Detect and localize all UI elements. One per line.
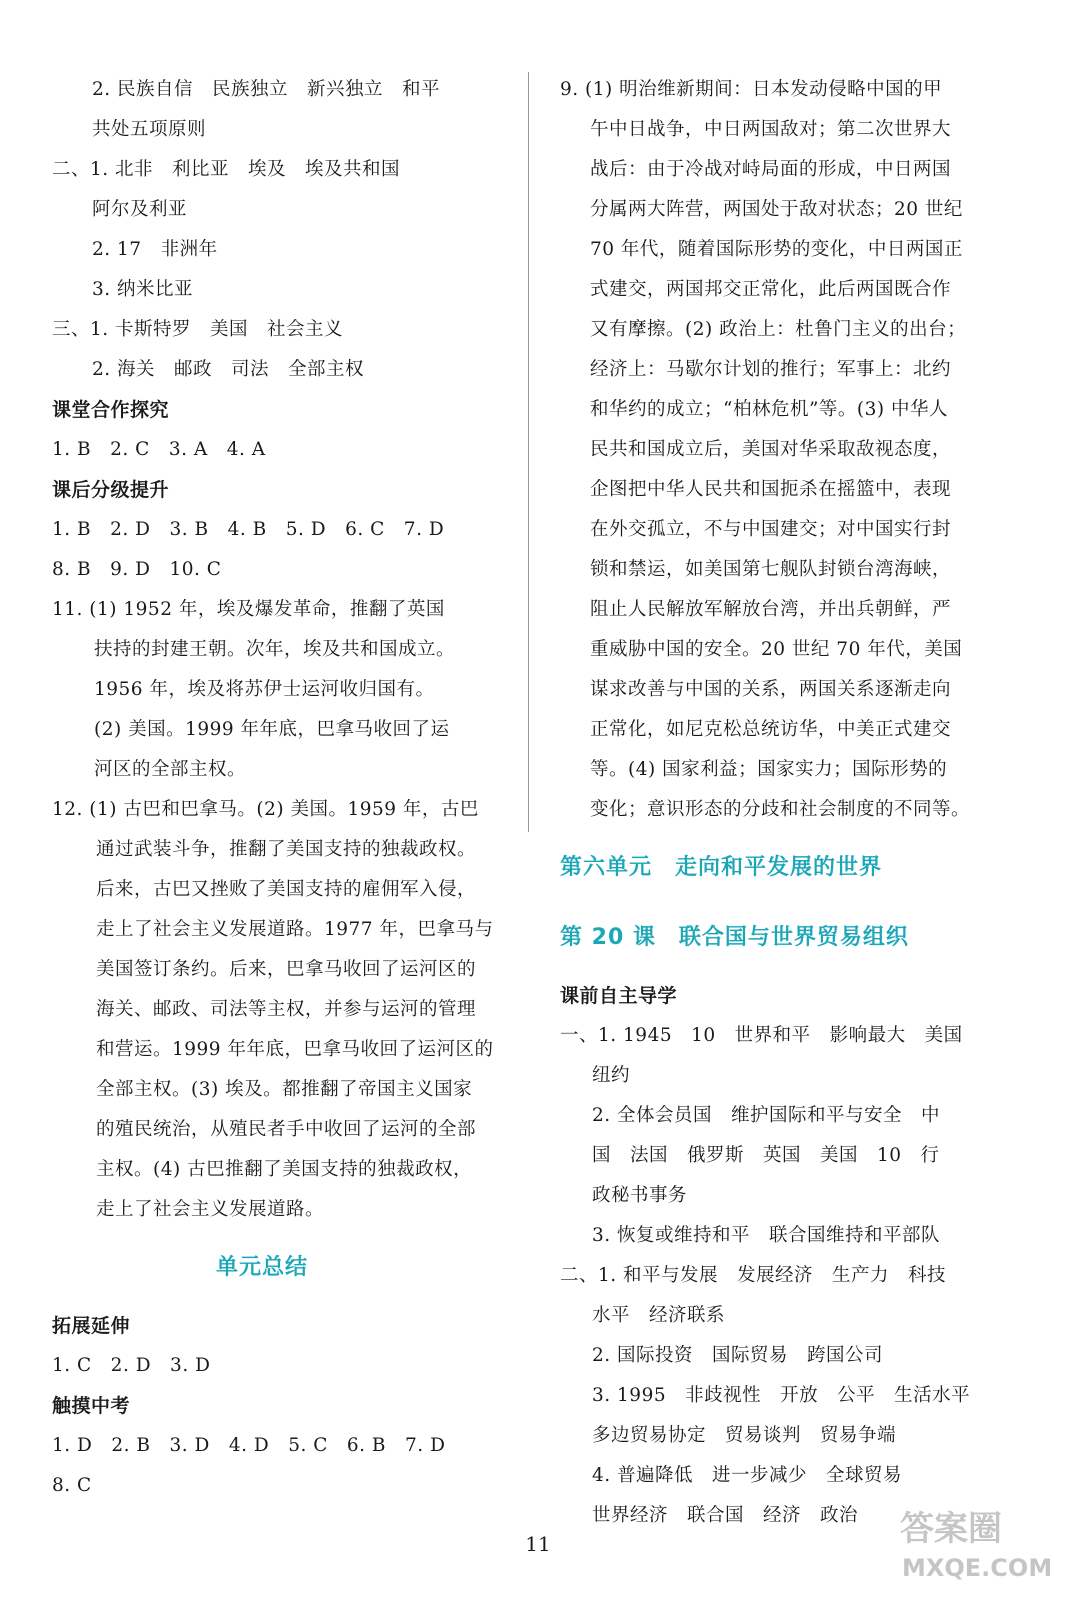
section-title: 第 20 课 联合国与世界贸易组织 <box>560 925 909 950</box>
right-text-line: 锁和禁运，如美国第七舰队封锁台湾海峡， <box>590 559 952 580</box>
left-text-line: 11. (1) 1952 年，埃及爆发革命，推翻了英国 <box>52 599 445 620</box>
left-text-line: 二、1. 北非 利比亚 埃及 埃及共和国 <box>52 159 401 180</box>
left-text-line: 2. 民族自信 民族独立 新兴独立 和平 <box>92 79 441 100</box>
right-text-line: 纽约 <box>592 1065 631 1086</box>
right-text-line: 一、1. 1945 10 世界和平 影响最大 美国 <box>560 1025 963 1046</box>
unit-summary-title: 单元总结 <box>215 1255 308 1280</box>
left-text-line: 扶持的封建王朝。次年，埃及共和国成立。 <box>94 639 456 660</box>
left-text-line: 阿尔及利亚 <box>92 199 188 220</box>
left-text-line: 1. B 2. D 3. B 4. B 5. D 6. C 7. D <box>52 519 445 540</box>
right-text-line: 国 法国 俄罗斯 英国 美国 10 行 <box>592 1145 940 1166</box>
section-heading: 触摸中考 <box>52 1395 131 1417</box>
spacer <box>52 1288 512 1306</box>
left-text-line: 1. B 2. C 3. A 4. A <box>52 439 266 460</box>
left-text-line: 8. C <box>52 1475 92 1496</box>
left-text-line: 河区的全部主权。 <box>94 759 247 780</box>
left-text-line: 的殖民统治，从殖民者手中收回了运河的全部 <box>96 1119 477 1140</box>
right-text-line: 谋求改善与中国的关系，两国关系逐渐走向 <box>590 679 952 700</box>
right-text-line: 正常化，如尼克松总统访华，中美正式建交 <box>590 719 952 740</box>
section-heading: 课前自主导学 <box>560 985 678 1007</box>
right-text-line: 二、1. 和平与发展 发展经济 生产力 科技 <box>560 1265 947 1286</box>
right-text-line: 9. (1) 明治维新期间：日本发动侵略中国的甲 <box>560 79 943 100</box>
left-text-line: 海关、邮政、司法等主权，并参与运河的管理 <box>96 999 477 1020</box>
column-divider <box>528 72 529 832</box>
left-text-line: 通过武装斗争，推翻了美国支持的独裁政权。 <box>96 839 477 860</box>
watermark-bottom-text: MXQE.COM <box>902 1554 1053 1582</box>
left-text-line: 三、1. 卡斯特罗 美国 社会主义 <box>52 319 344 340</box>
right-text-line: 民共和国成立后，美国对华采取敌视态度， <box>590 439 952 460</box>
right-text-line: 午中日战争，中日两国敌对；第二次世界大 <box>590 119 952 140</box>
watermark-top-text: 答案圈 <box>900 1509 1002 1549</box>
right-text-line: 水平 经济联系 <box>592 1305 726 1326</box>
left-text-line: 和营运。1999 年年底，巴拿马收回了运河区的 <box>96 1039 494 1060</box>
page-number: 11 <box>525 1532 551 1556</box>
right-text-line: 世界经济 联合国 经济 政治 <box>592 1505 859 1526</box>
right-text-line: 多边贸易协定 贸易谈判 贸易争端 <box>592 1425 897 1446</box>
right-text-line: 3. 1995 非歧视性 开放 公平 生活水平 <box>592 1385 971 1406</box>
right-text-line: 政秘书事务 <box>592 1185 688 1206</box>
left-text-line: 2. 海关 邮政 司法 全部主权 <box>92 359 365 380</box>
left-text-line: 主权。(4) 古巴推翻了美国支持的独裁政权， <box>96 1159 473 1180</box>
left-column <box>52 70 512 1506</box>
right-text-line: 战后：由于冷战对峙局面的形成，中日两国 <box>590 159 952 180</box>
section-title: 第六单元 走向和平发展的世界 <box>560 855 883 880</box>
left-text-line: 2. 17 非洲年 <box>92 239 218 260</box>
left-text-line: 走上了社会主义发展道路。 <box>96 1199 325 1220</box>
left-text-line: 1. D 2. B 3. D 4. D 5. C 6. B 7. D <box>52 1435 446 1456</box>
left-text-line: 1. C 2. D 3. D <box>52 1355 211 1376</box>
left-text-line: 共处五项原则 <box>92 119 207 140</box>
right-text-line: 4. 普遍降低 进一步减少 全球贸易 <box>592 1465 903 1486</box>
left-text-line: 3. 纳米比亚 <box>92 279 194 300</box>
spacer <box>560 888 1030 918</box>
right-text-line: 3. 恢复或维持和平 联合国维持和平部队 <box>592 1225 941 1246</box>
left-text-line: 全部主权。(3) 埃及。都推翻了帝国主义国家 <box>96 1079 473 1100</box>
right-text-line: 式建交，两国邦交正常化，此后两国既合作 <box>590 279 952 300</box>
right-text-line: 在外交孤立，不与中国建交；对中国实行封 <box>590 519 952 540</box>
right-text-line: 2. 国际投资 国际贸易 跨国公司 <box>592 1345 884 1366</box>
right-text-line: 和华约的成立；“柏林危机”等。(3) 中华人 <box>590 399 949 420</box>
left-text-line: (2) 美国。1999 年年底，巴拿马收回了运 <box>94 719 450 740</box>
right-column <box>560 70 1030 1536</box>
right-text-line: 重威胁中国的安全。20 世纪 70 年代，美国 <box>590 639 963 660</box>
left-text-line: 8. B 9. D 10. C <box>52 559 222 580</box>
right-text-line: 分属两大阵营，两国处于敌对状态；20 世纪 <box>590 199 963 220</box>
right-text-line: 企图把中华人民共和国扼杀在摇篮中，表现 <box>590 479 952 500</box>
left-text-line: 12. (1) 古巴和巴拿马。(2) 美国。1959 年，古巴 <box>52 799 479 820</box>
spacer <box>560 958 1030 976</box>
left-text-line: 走上了社会主义发展道路。1977 年，巴拿马与 <box>96 919 494 940</box>
section-heading: 课堂合作探究 <box>52 399 170 421</box>
section-heading: 课后分级提升 <box>52 479 170 501</box>
right-text-line: 又有摩擦。(2) 政治上：杜鲁门主义的出台； <box>590 319 967 340</box>
right-text-line: 经济上：马歇尔计划的推行；军事上：北约 <box>590 359 952 380</box>
section-heading: 拓展延伸 <box>52 1315 131 1337</box>
watermark-logo <box>892 1500 1062 1590</box>
right-text-line: 等。(4) 国家利益；国家实力；国际形势的 <box>590 759 948 780</box>
right-text-line: 2. 全体会员国 维护国际和平与安全 中 <box>592 1105 941 1126</box>
spacer <box>560 830 1030 848</box>
right-text-line: 70 年代，随着国际形势的变化，中日两国正 <box>590 239 963 260</box>
right-text-line: 变化；意识形态的分歧和社会制度的不同等。 <box>590 799 971 820</box>
left-text-line: 1956 年，埃及将苏伊士运河收归国有。 <box>94 679 435 700</box>
spacer <box>52 1230 512 1248</box>
right-text-line: 阻止人民解放军解放台湾，并出兵朝鲜，严 <box>590 599 952 620</box>
left-text-line: 后来，古巴又挫败了美国支持的雇佣军入侵， <box>96 879 477 900</box>
left-text-line: 美国签订条约。后来，巴拿马收回了运河区的 <box>96 959 477 980</box>
